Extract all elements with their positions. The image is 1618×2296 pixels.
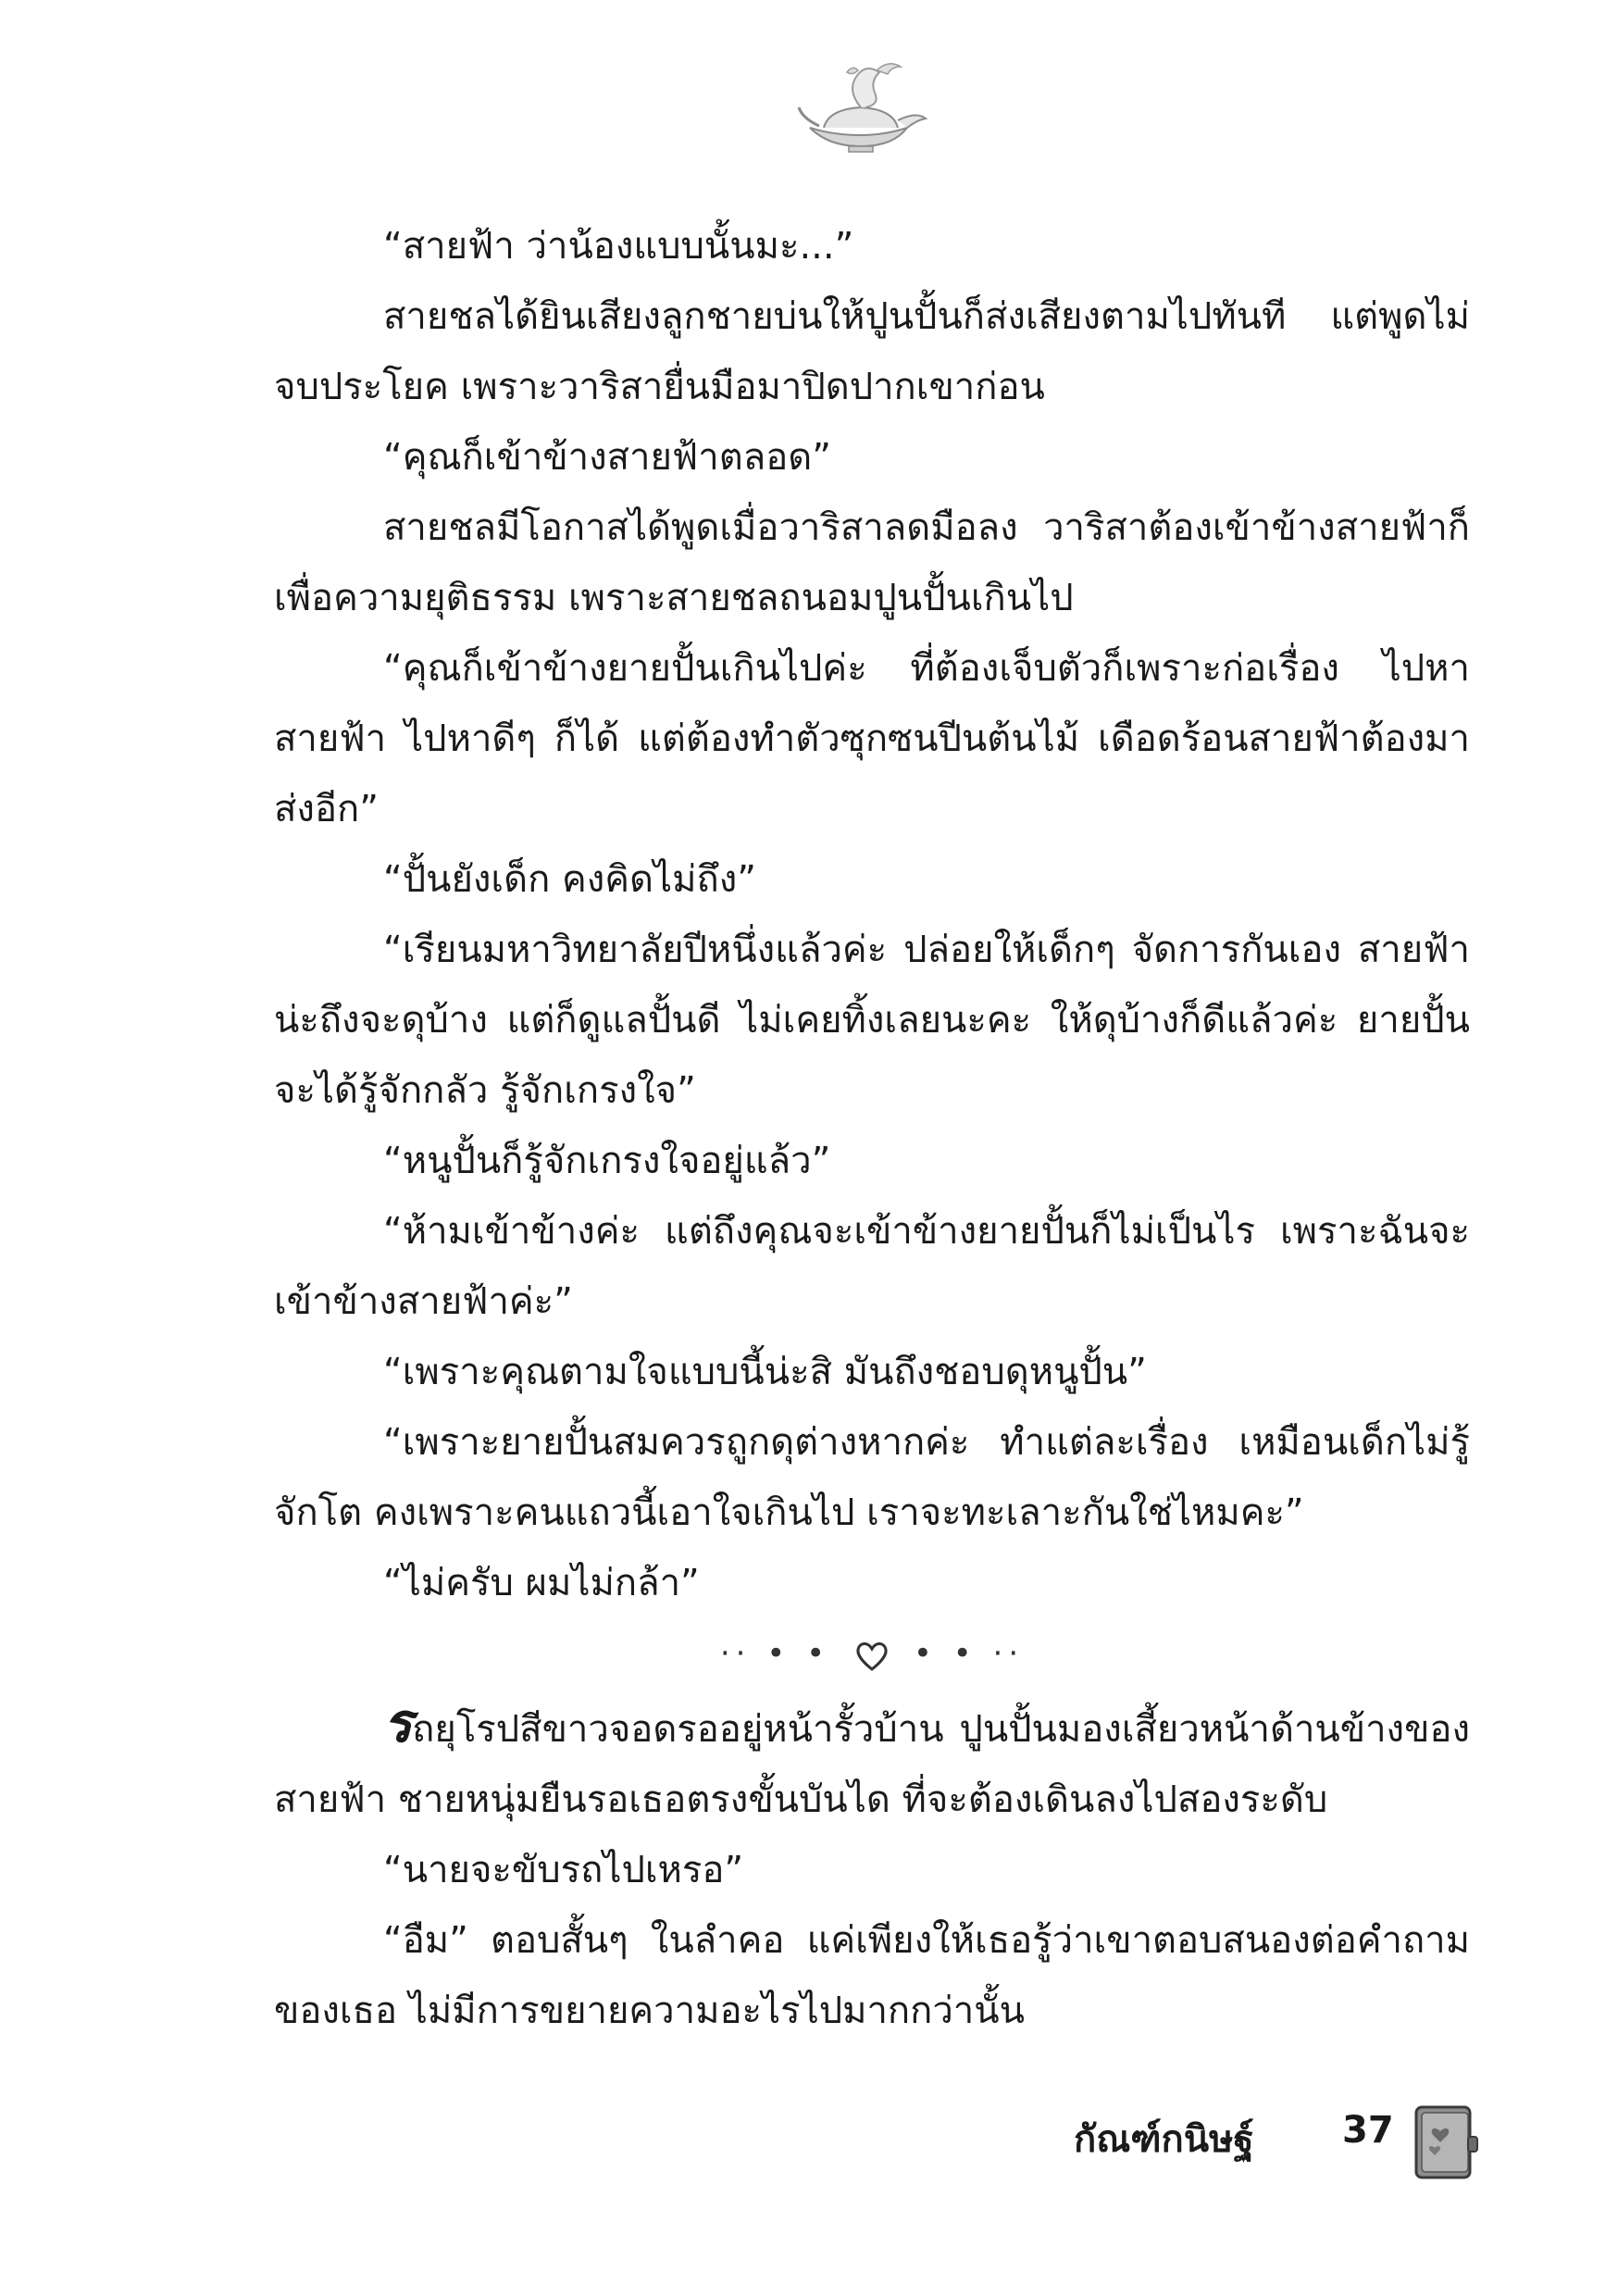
paragraph-rest: ถยุโรปสีขาวจอดรออยู่หน้ารั้วบ้าน ปูนปั้นมองเสี้ยวหน้าด้านข้างของสายฟ้า ชายหนุ่มยืนรอเธอตรงขั้นบันได ที่จะต้องเดินลงไปสองระดับ — [274, 1708, 1470, 1821]
paragraph: “เพราะคุณตามใจแบบนี้น่ะสิ มันถึงชอบดุหนูปั้น” — [383, 1351, 1147, 1393]
genie-lamp-icon — [791, 54, 930, 156]
paragraph: “อืม” ตอบสั้นๆ ในลำคอ แค่เพียงให้เธอรู้ว่าเขาตอบสนองต่อคำถามของเธอ ไม่มีการขยายความอะไรไปมากกว่านั้น — [274, 1919, 1470, 2032]
scene-break-dots-left: ·· • • — [719, 1635, 831, 1672]
paragraph: “คุณก็เข้าข้างยายปั้นเกินไปค่ะ ที่ต้องเจ็บตัวก็เพราะก่อเรื่อง ไปหาสายฟ้า ไปหาดีๆ ก็ได้ แต่ต้องทำตัวซุกซนปีนต้นไม้ เดือดร้อนสายฟ้าต้องมาส่งอีก” — [274, 647, 1470, 830]
heart-icon — [853, 1639, 890, 1672]
paragraph-dropcap — [274, 1689, 1470, 1835]
paragraph: “นายจะขับรถไปเหรอ” — [383, 1849, 744, 1891]
page-number: 37 — [1342, 2109, 1394, 2152]
paragraph: “คุณก็เข้าข้างสายฟ้าตลอด” — [383, 436, 831, 479]
paragraph: สายชลได้ยินเสียงลูกชายบ่นให้ปูนปั้นก็ส่งเสียงตามไปทันที แต่พูดไม่จบประโยค เพราะวาริสายื่นมือมาปิดปากเขาก่อน — [274, 295, 1470, 408]
paragraph: “ไม่ครับ ผมไม่กล้า” — [383, 1562, 700, 1604]
main-text — [274, 211, 1470, 2046]
page-footer — [1074, 2100, 1481, 2183]
scene-break — [274, 1618, 1470, 1689]
paragraph: “ปั้นยังเด็ก คงคิดไม่ถึง” — [383, 858, 756, 901]
paragraph: “เรียนมหาวิทยาลัยปีหนึ่งแล้วค่ะ ปล่อยให้เด็กๆ จัดการกันเอง สายฟ้าน่ะถึงจะดุบ้าง แต่ก็ดูแลปั้นดี ไม่เคยทิ้งเลยนะคะ ให้ดุบ้างก็ดีแล้วค่ะ ยายปั้นจะได้รู้จักกลัว รู้จักเกรงใจ” — [274, 929, 1470, 1112]
paragraph: สายชลมีโอกาสได้พูดเมื่อวาริสาลดมือลง วาริสาต้องเข้าข้างสายฟ้าก็เพื่อความยุติธรรม เพราะสายชลถนอมปูนปั้นเกินไป — [274, 506, 1470, 619]
scene-break-dots-right: • • ·· — [913, 1635, 1025, 1672]
author-name: กัณฑ์กนิษฐ์ — [1074, 2118, 1254, 2161]
paragraph: “ห้ามเข้าข้างค่ะ แต่ถึงคุณจะเข้าข้างยายปั้นก็ไม่เป็นไร เพราะฉันจะเข้าข้างสายฟ้าค่ะ” — [274, 1210, 1470, 1323]
paragraph: “เพราะยายปั้นสมควรถูกดุต่างหากค่ะ ทำแต่ละเรื่อง เหมือนเด็กไม่รู้จักโต คงเพราะคนแถวนี้เอาใจเกินไป เราจะทะเลาะกันใช่ไหมคะ” — [274, 1421, 1470, 1534]
book-icon — [1407, 2100, 1481, 2183]
paragraph: “หนูปั้นก็รู้จักเกรงใจอยู่แล้ว” — [383, 1140, 831, 1182]
drop-cap: ร — [383, 1693, 413, 1753]
paragraph: “สายฟ้า ว่าน้องแบบนั้นมะ...” — [383, 225, 854, 268]
